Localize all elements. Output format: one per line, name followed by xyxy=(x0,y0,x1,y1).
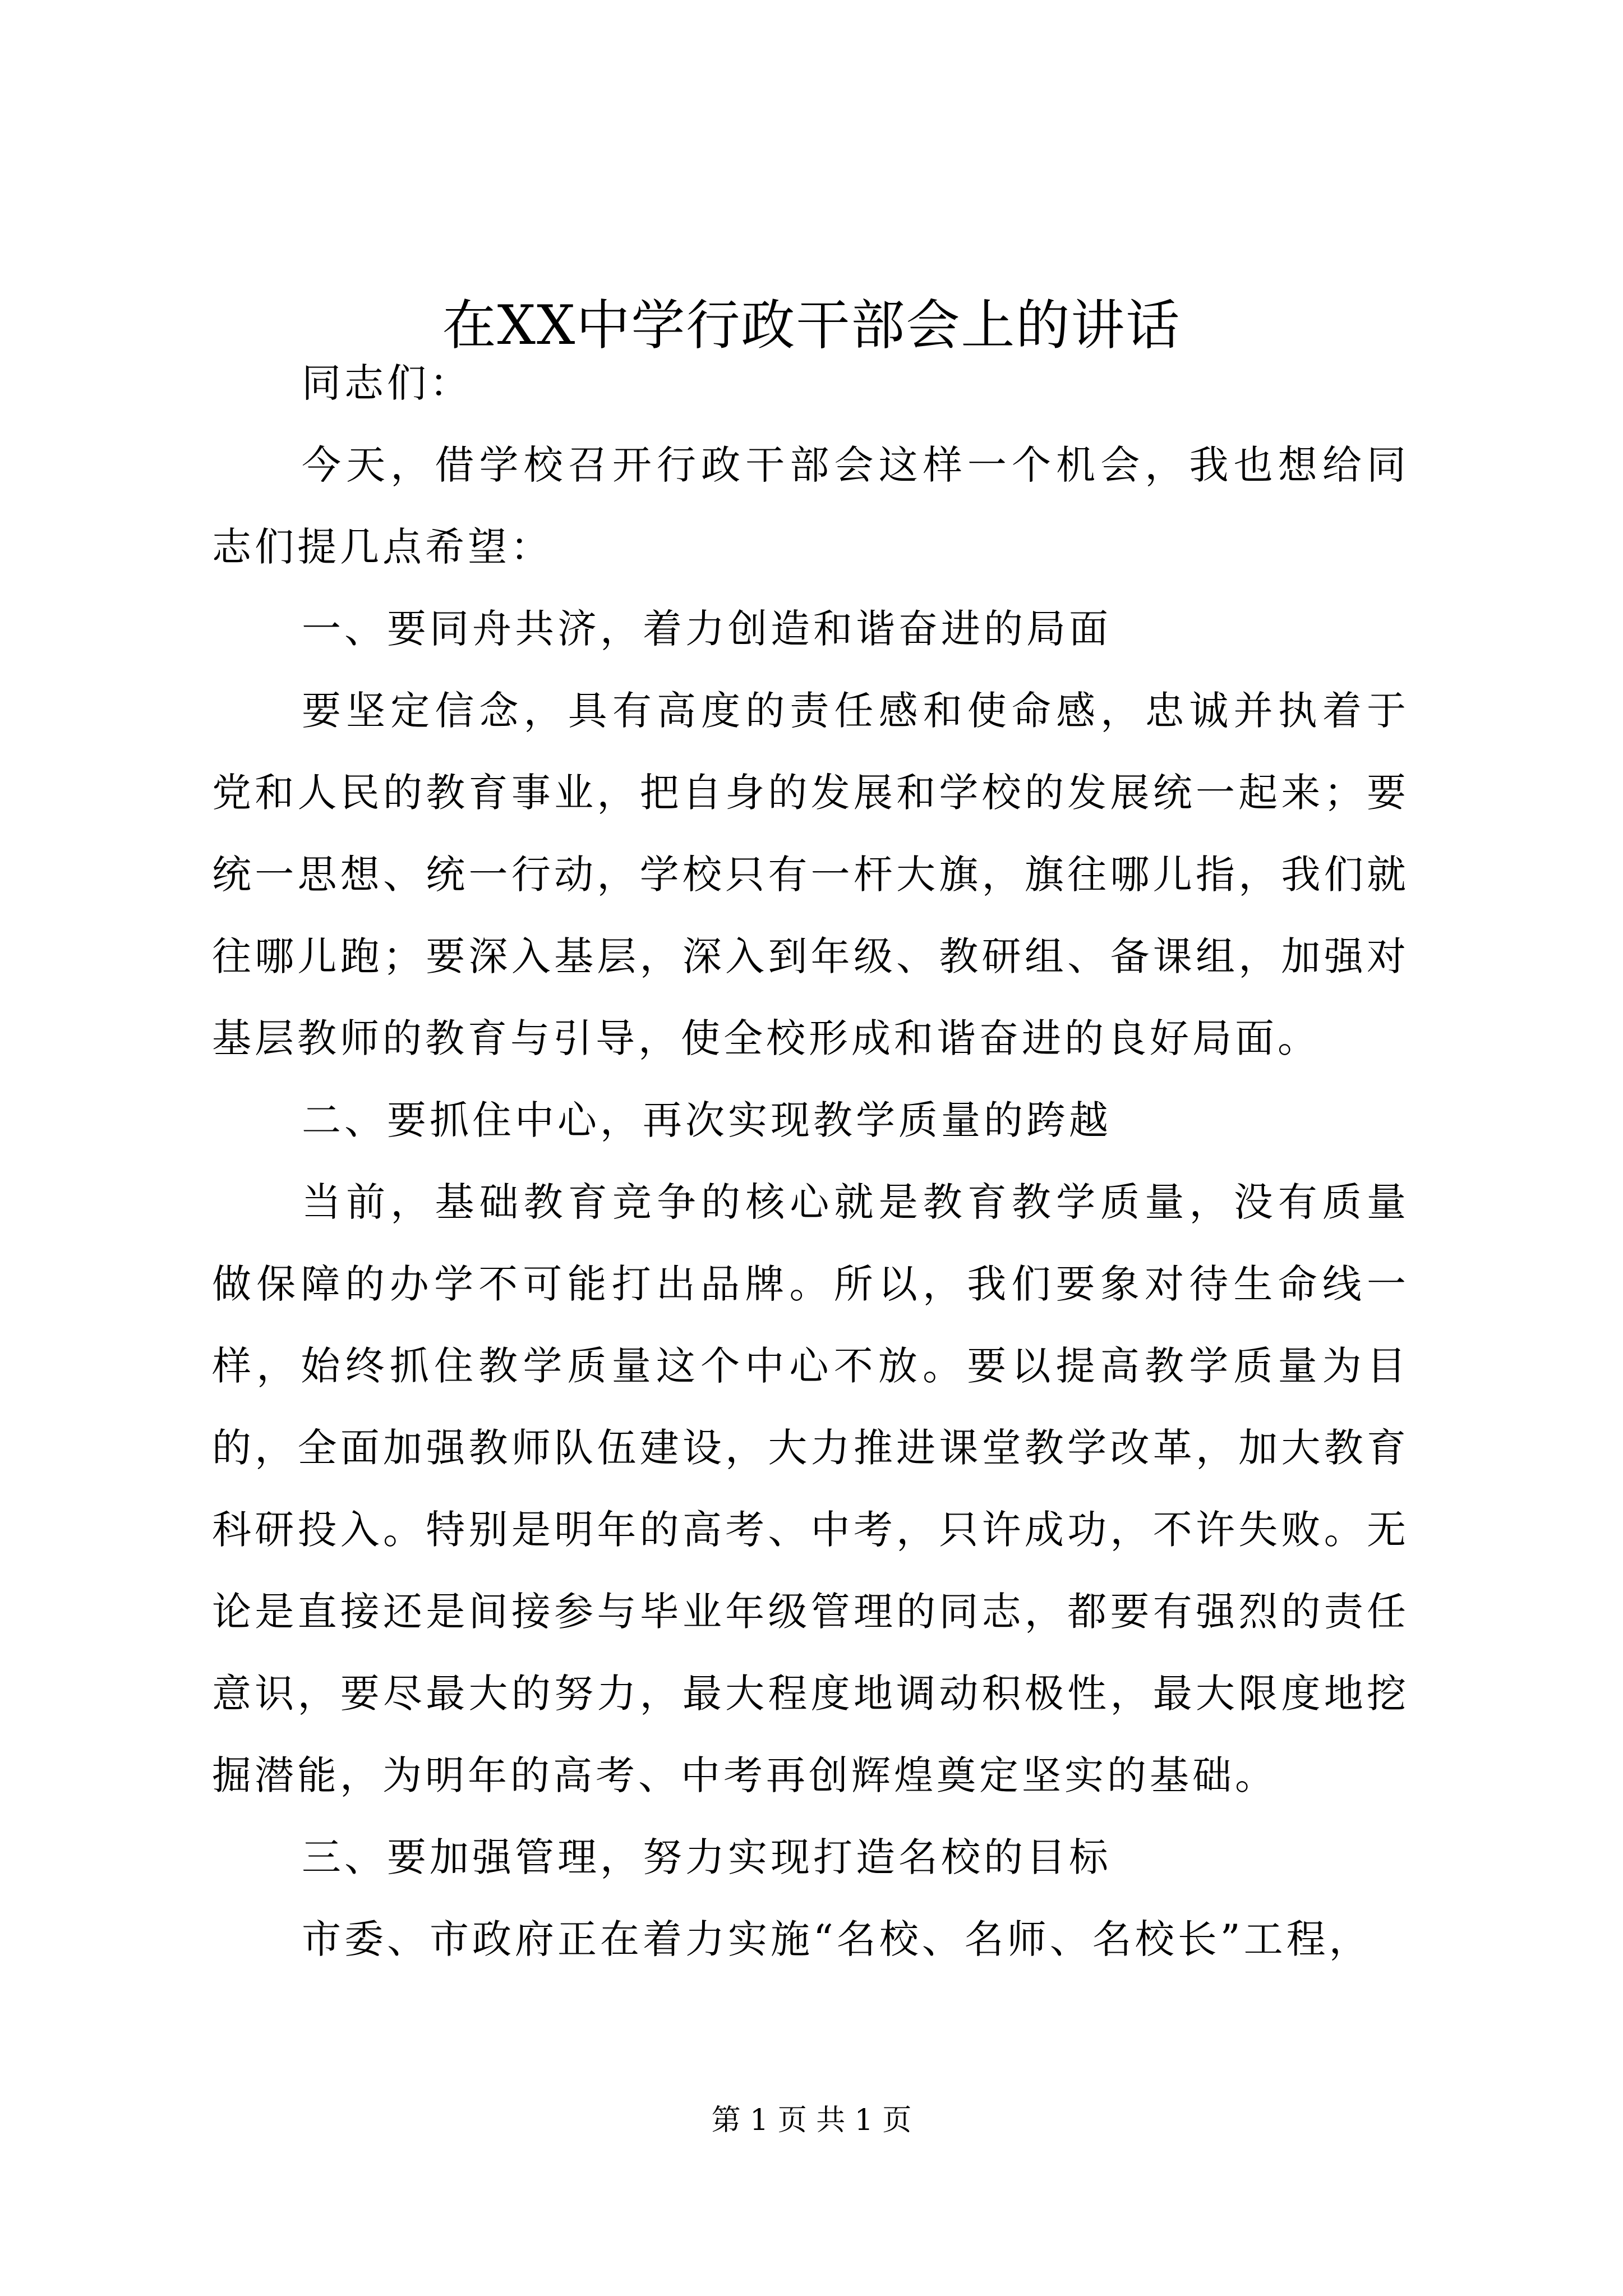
document-title: 在XX中学行政干部会上的讲话 xyxy=(442,294,1181,357)
section-body-3: 市委、市政府正在着力实施“名校、名师、名校长”工程， xyxy=(302,1916,1372,1962)
document-body xyxy=(212,342,1409,1980)
section-heading-2: 二、要抓住中心，再次实现教学质量的跨越 xyxy=(302,1097,1112,1143)
salutation-paragraph: 同志们： xyxy=(302,360,472,406)
page-number-footer: 第 1 页 共 1 页 xyxy=(711,2104,912,2137)
section-heading-1: 一、要同舟共济，着力创造和谐奋进的局面 xyxy=(302,606,1112,652)
section-heading-3: 三、要加强管理，努力实现打造名校的目标 xyxy=(302,1834,1112,1880)
section-body-1: 要坚定信念，具有高度的责任感和使命感，忠诚并执着于党和人民的教育事业，把自身的发展和学校的发展统一起来；要统一思想、统一行动，学校只有一杆大旗，旗往哪儿指，我们就往哪儿跑；要深入基层，深入到年级、教研组、备课组，加强对基层教师的教育与引导，使全校形成和谐奋进的良好局面。 xyxy=(212,688,1409,1061)
intro-paragraph: 今天，借学校召开行政干部会这样一个机会，我也想给同志们提几点希望： xyxy=(212,442,1409,570)
section-body-2: 当前，基础教育竞争的核心就是教育教学质量，没有质量做保障的办学不可能打出品牌。所以，我们要象对待生命线一样，始终抓住教学质量这个中心不放。要以提高教学质量为目的，全面加强教师队伍建设，大力推进课堂教学改革，加大教育科研投入。特别是明年的高考、中考，只许成功，不许失败。无论是直接还是间接参与毕业年级管理的同志，都要有强烈的责任意识，要尽最大的努力，最大程度地调动积极性，最大限度地挖掘潜能，为明年的高考、中考再创辉煌奠定坚实的基础。 xyxy=(212,1179,1409,1798)
